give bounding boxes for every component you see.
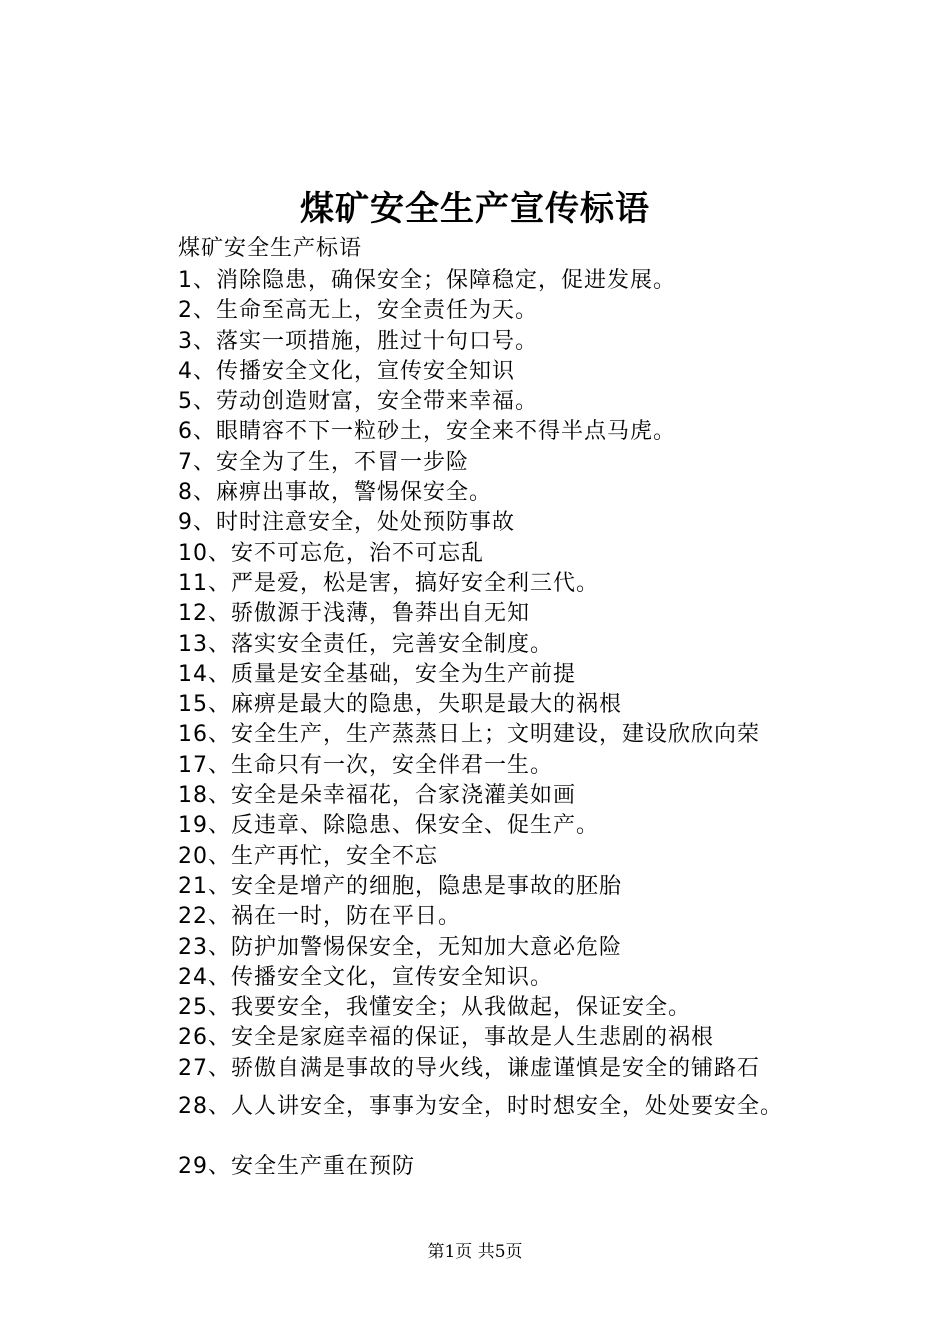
slogan-item: 23、防护加警惕保安全，无知加大意必危险 [178,934,622,960]
slogan-item: 8、麻痹出事故，警惕保安全。 [178,480,492,506]
slogan-item: 12、骄傲源于浅薄，鲁莽出自无知 [178,601,530,627]
page-number-footer: 第1页 共5页 [427,1242,523,1262]
slogan-item: 13、落实安全责任，完善安全制度。 [178,631,553,657]
slogan-item: 9、时时注意安全，处处预防事故 [178,510,515,536]
slogan-item: 14、质量是安全基础，安全为生产前提 [178,661,576,687]
slogan-item: 6、眼睛容不下一粒砂土，安全来不得半点马虎。 [178,419,676,445]
slogan-item: 22、祸在一时，防在平日。 [178,904,461,930]
slogan-item: 26、安全是家庭幸福的保证，事故是人生悲剧的祸根 [178,1025,714,1051]
slogan-item: 19、反违章、除隐患、保安全、促生产。 [178,813,599,839]
slogan-item: 10、安不可忘危，治不可忘乱 [178,540,484,566]
slogan-item: 2、生命至高无上，安全责任为天。 [178,298,538,324]
slogan-item: 15、麻痹是最大的隐患，失职是最大的祸根 [178,692,622,718]
slogan-item: 5、劳动创造财富，安全带来幸福。 [178,389,538,415]
slogan-item: 16、安全生产，生产蒸蒸日上；文明建设，建设欣欣向荣 [178,722,760,748]
slogan-item: 25、我要安全，我懂安全；从我做起，保证安全。 [178,995,691,1021]
document-title: 煤矿安全生产宣传标语 [300,189,650,229]
slogan-item: 11、严是爱，松是害，搞好安全利三代。 [178,570,599,596]
slogan-item: 24、传播安全文化，宣传安全知识。 [178,964,553,990]
slogan-item: 20、生产再忙，安全不忘 [178,843,438,869]
slogan-item: 1、消除隐患，确保安全；保障稳定，促进发展。 [178,268,676,293]
slogan-item: 21、安全是增产的细胞，隐患是事故的胚胎 [178,873,622,899]
slogan-item: 18、安全是朵幸福花，合家浇灌美如画 [178,783,576,809]
document-subtitle: 煤矿安全生产标语 [178,236,363,261]
slogan-list [178,266,783,1183]
slogan-item: 27、骄傲自满是事故的导火线，谦虚谨慎是安全的铺路石 [178,1055,760,1081]
slogan-item: 7、安全为了生，不冒一步险 [178,449,469,475]
slogan-item: 4、传播安全文化，宣传安全知识 [178,358,515,384]
slogan-item: 17、生命只有一次，安全伴君一生。 [178,752,553,778]
slogan-item: 28、人人讲安全，事事为安全，时时想安全，处处要安全。 [178,1094,783,1120]
slogan-item: 29、安全生产重在预防 [178,1154,415,1180]
slogan-item: 3、落实一项措施，胜过十句口号。 [178,328,538,354]
